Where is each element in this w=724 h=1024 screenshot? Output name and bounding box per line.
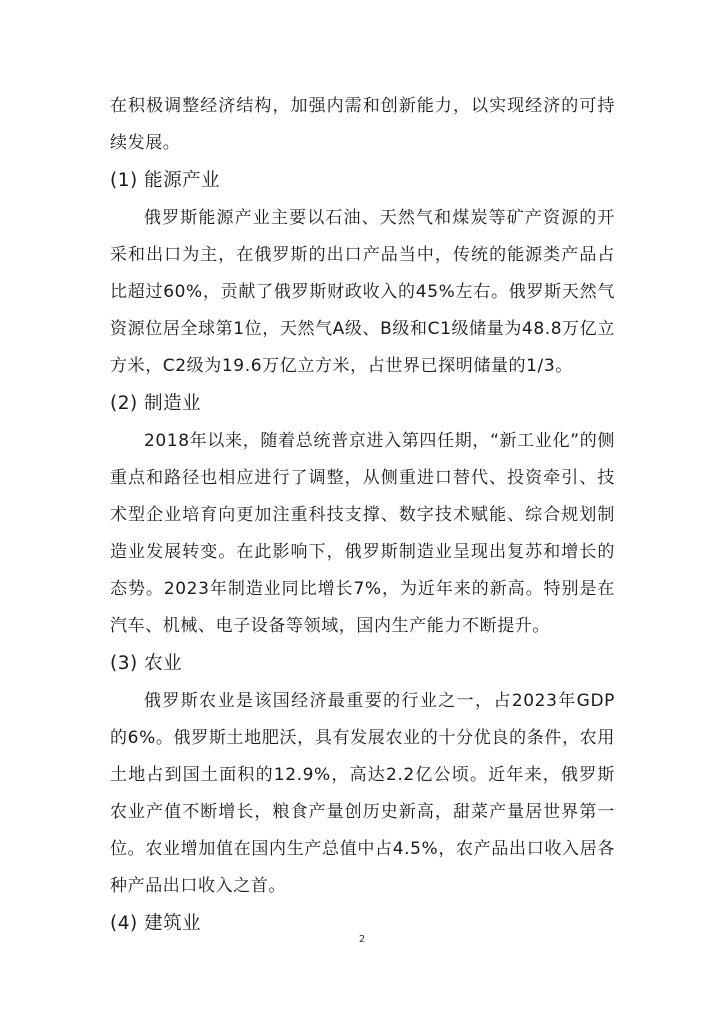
section-heading-construction: (4) 建筑业: [110, 913, 202, 934]
document-page: [110, 88, 615, 943]
page-number: 2: [358, 934, 366, 945]
section-paragraph-energy: 俄罗斯能源产业主要以石油、天然气和煤炭等矿产资源的开采和出口为主，在俄罗斯的出口产品当中，传统的能源类产品占比超过60%，贡献了俄罗斯财政收入的45%左右。俄罗斯天然气资源位居全球第1位，天然气A级、B级和C1级储量为48.8万亿立方米，C2级为19.6万亿立方米，占世界已探明储量的1/3。: [110, 208, 615, 376]
section-heading-manufacturing: (2) 制造业: [110, 393, 202, 414]
section-heading-energy: (1) 能源产业: [110, 170, 221, 191]
section-heading-agriculture: (3) 农业: [110, 653, 183, 674]
intro-paragraph: 在积极调整经济结构，加强内需和创新能力，以实现经济的可持续发展。: [110, 96, 615, 153]
section-paragraph-manufacturing: 2018年以来，随着总统普京进入第四任期，“新工业化”的侧重点和路径也相应进行了调整，从侧重进口替代、投资牵引、技术型企业培育向更加注重科技支撑、数字技术赋能、综合规划制造业发展转变。在此影响下，俄罗斯制造业呈现出复苏和增长的态势。2023年制造业同比增长7%，为近年来的新高。特别是在汽车、机械、电子设备等领域，国内生产能力不断提升。: [110, 431, 615, 636]
section-paragraph-agriculture: 俄罗斯农业是该国经济最重要的行业之一，占2023年GDP的6%。俄罗斯土地肥沃，具有发展农业的十分优良的条件，农用土地占到国土面积的12.9%，高达2.2亿公顷。近年来，俄罗斯农业产值不断增长，粮食产量创历史新高，甜菜产量居世界第一位。农业增加值在国内生产总值中占4.5%，农产品出口收入居各种产品出口收入之首。: [110, 691, 615, 896]
